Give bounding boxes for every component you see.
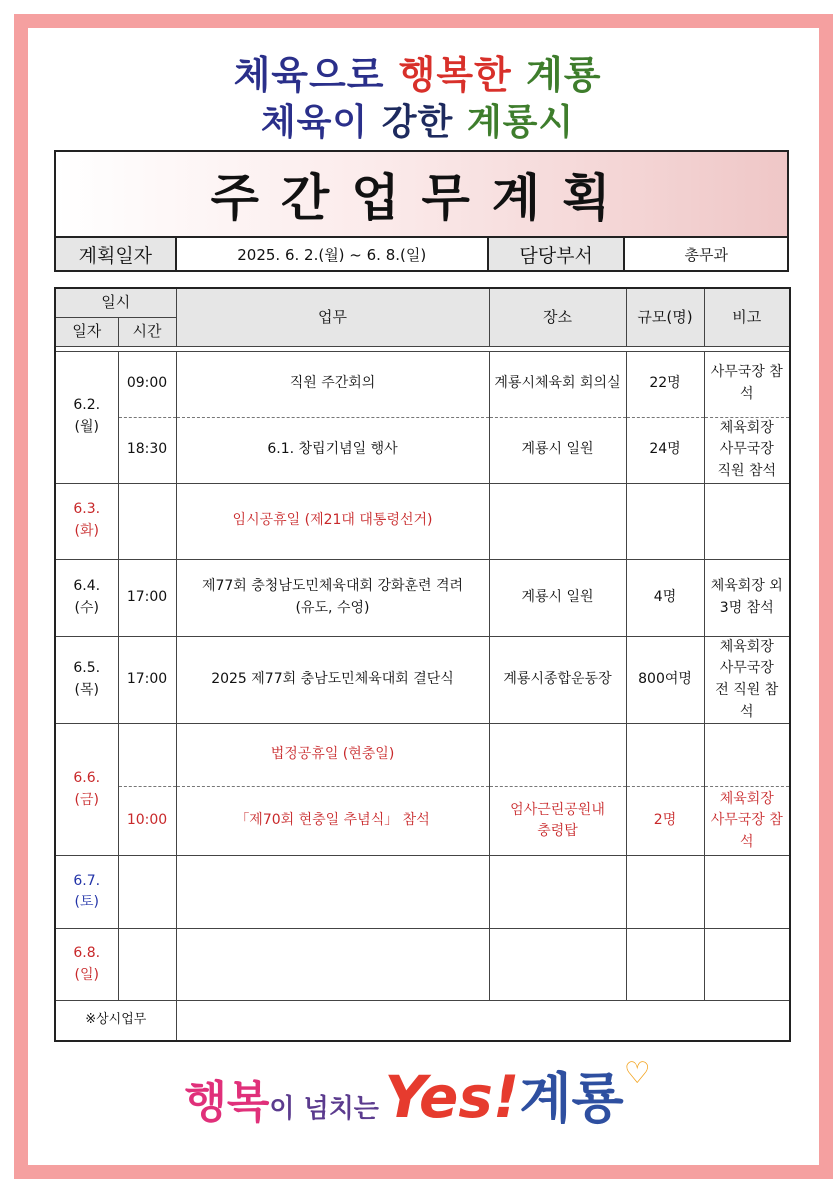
table-row	[55, 724, 790, 787]
footer-part-4: 계룡	[519, 1067, 624, 1130]
header-time: 시간	[118, 317, 176, 346]
table-row	[55, 929, 790, 1001]
slogan-2-part-3: 계룡시	[453, 102, 575, 143]
header-scale: 규모(명)	[626, 288, 704, 346]
note-line: 3명 참석	[719, 599, 774, 616]
place-line: 엄사근린공원내	[510, 801, 605, 818]
place-line: 계룡시종합운동장	[503, 671, 612, 688]
note-line: 사무국장 참석	[710, 812, 783, 851]
time-cell	[118, 724, 176, 787]
task-line: 임시공휴일 (제21대 대통령선거)	[232, 512, 433, 529]
date-cell	[55, 724, 118, 856]
note-line: 체육회장 외	[710, 577, 783, 594]
time-cell: 17:00	[118, 559, 176, 636]
place-cell	[489, 856, 626, 929]
table-row	[55, 417, 790, 483]
table-row	[55, 483, 790, 559]
note-line: 사무국장 참석	[710, 364, 783, 402]
table-row	[55, 559, 790, 636]
date-label: 6.3.	[73, 501, 101, 518]
table-row	[55, 636, 790, 724]
task-cell	[176, 856, 489, 929]
place-cell	[489, 787, 626, 856]
scale-cell: 4명	[626, 559, 704, 636]
dept-value: 총무과	[624, 237, 788, 271]
note-line: 사무국장	[719, 660, 774, 677]
date-cell	[55, 351, 118, 483]
date-cell	[55, 636, 118, 724]
place-line: 충령탑	[537, 823, 578, 840]
date-cell	[55, 483, 118, 559]
scale-cell: 22명	[626, 351, 704, 417]
note-cell	[704, 351, 790, 417]
time-cell: 18:30	[118, 417, 176, 483]
note-line: 사무국장	[719, 441, 774, 458]
place-line: 계룡시 일원	[521, 588, 594, 605]
table-row	[55, 787, 790, 856]
slogan-1-part-2: 행복한	[398, 53, 512, 97]
weekday-label: (일)	[74, 966, 99, 983]
table-row	[55, 856, 790, 929]
time-cell	[118, 483, 176, 559]
date-cell	[55, 856, 118, 929]
note-cell	[704, 483, 790, 559]
page-title: 주간업무계획	[210, 169, 633, 227]
task-line: 「제70회 현충일 추념식」 참석	[235, 812, 430, 829]
weekday-label: (화)	[74, 523, 99, 540]
place-cell	[489, 929, 626, 1001]
task-cell	[176, 351, 489, 417]
slogan-2-part-1: 체육이	[260, 102, 382, 143]
table-row	[55, 351, 790, 417]
header-date: 일자	[55, 317, 118, 346]
heart-icon: ♡	[623, 1056, 651, 1091]
note-cell	[704, 559, 790, 636]
note-line: 체육회장	[719, 419, 774, 436]
title-box	[54, 150, 789, 236]
slogan-1-part-1: 체육으로	[233, 53, 399, 97]
note-line: 체육회장	[719, 638, 774, 655]
task-line: 6.1. 창립기념일 행사	[267, 441, 398, 458]
task-line: 제77회 충청남도민체육대회 강화훈련 격려	[201, 577, 464, 594]
date-label: 6.5.	[73, 660, 101, 677]
header-note: 비고	[704, 288, 790, 346]
scale-cell	[626, 724, 704, 787]
place-cell	[489, 351, 626, 417]
weekday-label: (토)	[74, 894, 99, 911]
footer-logo	[0, 1056, 835, 1133]
slogan-2-part-2: 강한	[381, 102, 454, 143]
header-place: 장소	[489, 288, 626, 346]
regular-task-label: ※상시업무	[55, 1001, 176, 1041]
time-cell: 10:00	[118, 787, 176, 856]
task-line: 직원 주간회의	[289, 375, 376, 392]
note-line: 직원 참석	[717, 462, 777, 479]
place-cell	[489, 483, 626, 559]
note-cell	[704, 417, 790, 483]
time-cell: 09:00	[118, 351, 176, 417]
task-cell	[176, 636, 489, 724]
regular-task-value	[176, 1001, 790, 1041]
task-line: 2025 제77회 충남도민체육대회 결단식	[211, 671, 454, 688]
scale-cell	[626, 929, 704, 1001]
info-table	[54, 236, 789, 272]
place-line: 계룡시 일원	[521, 441, 594, 458]
place-cell	[489, 559, 626, 636]
place-cell	[489, 724, 626, 787]
schedule-table	[54, 287, 791, 1042]
time-cell	[118, 856, 176, 929]
place-cell	[489, 417, 626, 483]
time-cell: 17:00	[118, 636, 176, 724]
footer-part-2: 이 넘치는	[269, 1094, 379, 1124]
task-line: 법정공휴일 (현충일)	[270, 746, 395, 763]
note-cell	[704, 856, 790, 929]
dept-label: 담당부서	[488, 237, 625, 271]
task-cell	[176, 483, 489, 559]
slogan-1-part-3: 계룡	[511, 53, 602, 97]
footer-part-3: Yes!	[384, 1063, 520, 1131]
slogan-line-2	[0, 94, 835, 145]
place-cell	[489, 636, 626, 724]
plan-date-label: 계획일자	[55, 237, 176, 271]
note-cell	[704, 724, 790, 787]
scale-cell	[626, 483, 704, 559]
weekday-label: (수)	[74, 599, 99, 616]
note-cell	[704, 787, 790, 856]
task-cell	[176, 787, 489, 856]
date-cell	[55, 559, 118, 636]
scale-cell: 24명	[626, 417, 704, 483]
weekday-label: (금)	[74, 791, 99, 808]
task-cell	[176, 724, 489, 787]
note-cell	[704, 929, 790, 1001]
weekday-label: (월)	[74, 419, 99, 436]
header-datetime: 일시	[55, 288, 176, 317]
place-line: 계룡시체육회 회의실	[494, 375, 621, 392]
regular-task-row	[55, 1001, 790, 1041]
weekday-label: (목)	[74, 681, 99, 698]
slogan-line-1	[0, 44, 835, 99]
footer-part-1: 행복	[184, 1077, 270, 1128]
task-cell	[176, 929, 489, 1001]
scale-cell: 2명	[626, 787, 704, 856]
scale-cell: 800여명	[626, 636, 704, 724]
task-line: (유도, 수영)	[295, 599, 370, 616]
date-label: 6.4.	[73, 577, 101, 594]
date-cell	[55, 929, 118, 1001]
scale-cell	[626, 856, 704, 929]
date-label: 6.7.	[73, 872, 101, 889]
note-line: 전 직원 참석	[715, 681, 779, 720]
date-label: 6.6.	[73, 770, 101, 787]
note-line: 체육회장	[719, 790, 774, 807]
task-cell	[176, 559, 489, 636]
date-label: 6.2.	[73, 397, 101, 414]
plan-date-value: 2025. 6. 2.(월) ~ 6. 8.(일)	[176, 237, 488, 271]
note-cell	[704, 636, 790, 724]
header-task: 업무	[176, 288, 489, 346]
time-cell	[118, 929, 176, 1001]
date-label: 6.8.	[73, 945, 101, 962]
task-cell	[176, 417, 489, 483]
